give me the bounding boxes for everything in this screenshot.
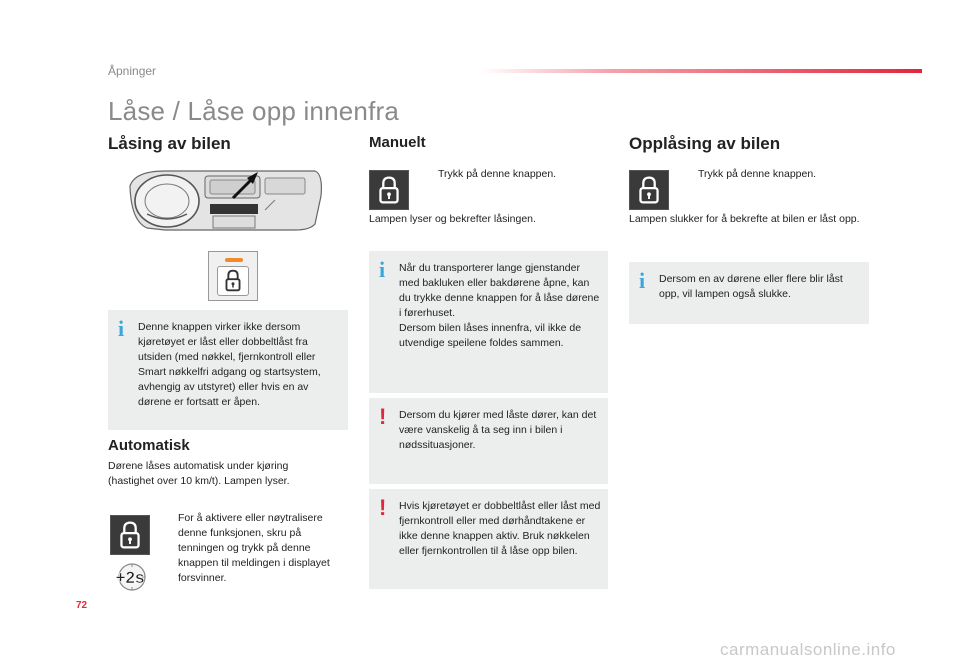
manual-warning-note-1	[369, 398, 608, 484]
chapter-divider	[480, 69, 922, 73]
info-icon: i	[379, 257, 386, 282]
manual-heading: Manuelt	[369, 134, 426, 151]
watermark: carmanualsonline.info	[720, 640, 896, 659]
manual-info-text: Når du transporterer lange gjenstander med bakluken eller bakdørene åpne, kan du trykke denne knappen for å låse dørene i førerhuset. Dersom bilen låses innenfra, vil ikke de utvendige speilene foldes sammen.	[399, 262, 600, 349]
chapter-label: Åpninger	[108, 64, 157, 78]
manual-warning-note-2	[369, 489, 608, 589]
lock-button-panel	[208, 251, 258, 301]
lock-icon	[111, 516, 149, 554]
unlocking-info-text: Dersom en av dørene eller flere blir låst opp, vil lampen også slukke.	[659, 273, 843, 300]
locking-heading: Låsing av bilen	[108, 134, 231, 153]
manual-bullet: Trykk på denne knappen.	[438, 168, 557, 180]
lock-icon	[630, 171, 668, 209]
central-lock-button	[217, 266, 249, 296]
lock-icon	[370, 171, 408, 209]
info-icon: i	[639, 268, 646, 293]
manual-info-note	[369, 251, 608, 393]
unlocking-bullet: Trykk på denne knappen.	[698, 168, 817, 180]
lock-button-icon	[369, 170, 409, 210]
unlocking-heading: Opplåsing av bilen	[629, 134, 781, 153]
indicator-lamp	[225, 258, 243, 262]
lock-button-icon	[110, 515, 150, 555]
info-icon: i	[118, 316, 125, 341]
warning-icon: !	[379, 404, 387, 429]
dashboard-illustration	[125, 166, 325, 246]
manual-text: Lampen lyser og bekrefter låsingen.	[369, 213, 536, 225]
page-title: Låse / Låse opp innenfra	[108, 96, 400, 126]
manual-warning-text-1: Dersom du kjører med låste dører, kan det være vanskelig å ta seg inn i bilen i nødssituasjoner.	[399, 409, 597, 451]
timer-label: +2s	[115, 568, 145, 587]
warning-icon: !	[379, 495, 387, 520]
page-number: 72	[76, 600, 88, 611]
lock-button-icon	[629, 170, 669, 210]
automatic-text: Dørene låses automatisk under kjøring (hastighet over 10 km/t). Lampen lyser.	[108, 460, 290, 487]
automatic-heading: Automatisk	[108, 437, 190, 454]
locking-info-text: Denne knappen virker ikke dersom kjøretøyet er låst eller dobbeltlåst fra utsiden (med nøkkel, fjernkontroll eller Smart nøkkelfri adgang og startsystem, avhengig av utstyret) eller hvis en av dørene er fortsatt er åpen.	[138, 321, 321, 408]
unlocking-info-note	[629, 262, 869, 324]
locking-info-note	[108, 310, 348, 430]
unlocking-text: Lampen slukker for å bekrefte at bilen er låst opp.	[629, 213, 860, 225]
manual-warning-text-2: Hvis kjøretøyet er dobbeltlåst eller låst med fjernkontroll eller med dørhåndtakene er ikke denne knappen aktiv. Bruk nøkkelen eller fjernkontrollen til å låse opp bilen.	[399, 500, 601, 557]
lock-icon	[218, 267, 248, 295]
automatic-bullet: For å aktivere eller nøytralisere denne funksjonen, skru på tenningen og trykk på denne knappen til meldingen i displayet forsvinner.	[178, 512, 330, 584]
timer-icon	[110, 560, 150, 592]
